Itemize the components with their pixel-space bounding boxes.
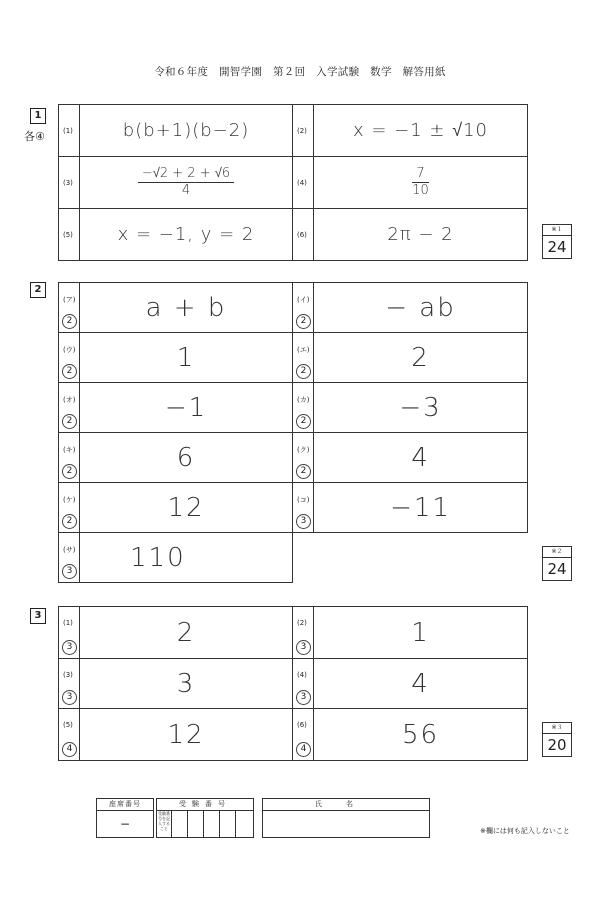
score-box-2 xyxy=(542,546,572,581)
question-label: (1) xyxy=(59,105,80,157)
table-row xyxy=(59,283,528,333)
question-label: (3) xyxy=(59,157,80,209)
exam-number-box xyxy=(156,798,254,838)
seat-number-label: 座席番号 xyxy=(97,799,153,811)
question-label: (6) xyxy=(293,209,314,261)
question-label: (1) 3 xyxy=(59,607,80,659)
exam-number-label: 受験番号 xyxy=(157,799,253,811)
answer-cell[interactable]: x = −1 ± √10 xyxy=(314,105,528,157)
answer-cell[interactable]: 2 xyxy=(80,607,293,659)
question-label: (イ) 2 xyxy=(293,283,314,333)
score-value: 20 xyxy=(547,736,567,754)
points-circle: 2 xyxy=(296,364,311,379)
score-box-1 xyxy=(542,224,572,259)
table-row xyxy=(59,709,528,761)
answer-cell[interactable]: −1 xyxy=(80,383,293,433)
question-label: (5) 4 xyxy=(59,709,80,761)
question-label: (コ) 3 xyxy=(293,483,314,533)
score-box-3 xyxy=(542,722,572,757)
points-circle: 3 xyxy=(296,514,311,529)
name-field[interactable] xyxy=(263,811,429,837)
score-label: ※１ xyxy=(543,225,571,236)
answer-cell[interactable]: 1 xyxy=(80,333,293,383)
answer-cell[interactable] xyxy=(80,157,293,209)
section-1-points-note: 各④ xyxy=(24,130,45,143)
answer-cell[interactable]: a + b xyxy=(80,283,293,333)
answer-cell[interactable]: 3 xyxy=(80,659,293,709)
name-label: 氏名 xyxy=(263,799,429,811)
points-circle: 2 xyxy=(62,514,77,529)
question-label: (エ) 2 xyxy=(293,333,314,383)
table-row xyxy=(59,533,528,583)
answer-cell[interactable]: −11 xyxy=(314,483,528,533)
answer-cell[interactable]: − ab xyxy=(314,283,528,333)
section-1-table xyxy=(58,104,528,261)
answer-cell[interactable]: 4 xyxy=(314,659,528,709)
answer-cell[interactable] xyxy=(314,157,528,209)
table-row xyxy=(59,333,528,383)
table-row xyxy=(59,383,528,433)
section-3-table xyxy=(58,606,528,761)
points-circle: 2 xyxy=(296,464,311,479)
empty-cell xyxy=(293,533,528,583)
section-3-number: 3 xyxy=(30,608,46,624)
table-row xyxy=(59,607,528,659)
question-label: (ウ) 2 xyxy=(59,333,80,383)
fraction: $\frac{7}{10}$ xyxy=(412,166,429,198)
page-title: 令和６年度 開智学園 第２回 入学試験 数学 解答用紙 xyxy=(154,66,446,78)
answer-cell[interactable]: 4 xyxy=(314,433,528,483)
points-circle: 2 xyxy=(62,464,77,479)
question-label: (サ) 3 xyxy=(59,533,80,583)
question-label: (4) xyxy=(293,157,314,209)
question-label: (5) xyxy=(59,209,80,261)
question-label: (ア) 2 xyxy=(59,283,80,333)
answer-cell[interactable]: 1 xyxy=(314,607,528,659)
digit-divider xyxy=(235,811,236,837)
answer-cell[interactable]: −3 xyxy=(314,383,528,433)
question-label: (ク) 2 xyxy=(293,433,314,483)
seat-number-box xyxy=(96,798,154,838)
points-circle: 4 xyxy=(296,742,311,757)
points-circle: 3 xyxy=(296,640,311,655)
points-circle: 3 xyxy=(62,690,77,705)
question-label: (2) 3 xyxy=(293,607,314,659)
table-row xyxy=(59,157,528,209)
question-label: (ケ) 2 xyxy=(59,483,80,533)
points-circle: 3 xyxy=(62,564,77,579)
score-label: ※２ xyxy=(543,547,571,558)
table-row xyxy=(59,483,528,533)
exam-number-side-note: 受験番号を記入すること xyxy=(157,811,172,837)
section-1-number: 1 xyxy=(30,108,46,124)
points-circle: 3 xyxy=(296,690,311,705)
section-2-number: 2 xyxy=(30,282,46,298)
fraction: $\frac{-√2 + 2 + √6}{4}$ xyxy=(138,166,234,199)
answer-cell[interactable]: 2 xyxy=(314,333,528,383)
points-circle: 3 xyxy=(62,640,77,655)
name-box xyxy=(262,798,430,838)
table-row xyxy=(59,659,528,709)
answer-cell[interactable]: 12 xyxy=(80,709,293,761)
score-label: ※３ xyxy=(543,723,571,734)
question-label: (6) 4 xyxy=(293,709,314,761)
answer-cell[interactable]: 56 xyxy=(314,709,528,761)
question-label: (キ) 2 xyxy=(59,433,80,483)
answer-cell[interactable]: 110 xyxy=(80,533,293,583)
points-circle: 2 xyxy=(296,314,311,329)
score-value: 24 xyxy=(547,560,567,578)
answer-cell[interactable]: 6 xyxy=(80,433,293,483)
table-row xyxy=(59,105,528,157)
table-row xyxy=(59,209,528,261)
points-circle: 2 xyxy=(296,414,311,429)
table-row xyxy=(59,433,528,483)
digit-divider xyxy=(219,811,220,837)
points-circle: 2 xyxy=(62,364,77,379)
answer-cell[interactable]: 12 xyxy=(80,483,293,533)
answer-cell[interactable]: b(b+1)(b−2) xyxy=(80,105,293,157)
section-2-table xyxy=(58,282,528,583)
points-circle: 2 xyxy=(62,314,77,329)
answer-cell[interactable]: x = −1, y = 2 xyxy=(80,209,293,261)
question-label: (カ) 2 xyxy=(293,383,314,433)
question-label: (オ) 2 xyxy=(59,383,80,433)
footer-note: ※欄には何も記入しないこと xyxy=(480,827,570,835)
question-label: (2) xyxy=(293,105,314,157)
points-circle: 4 xyxy=(62,742,77,757)
seat-number-value[interactable]: − xyxy=(119,817,131,831)
score-value: 24 xyxy=(547,238,567,256)
question-label: (3) 3 xyxy=(59,659,80,709)
digit-divider xyxy=(203,811,204,837)
answer-cell[interactable]: 2π − 2 xyxy=(314,209,528,261)
question-label: (4) 3 xyxy=(293,659,314,709)
points-circle: 2 xyxy=(62,414,77,429)
digit-divider xyxy=(187,811,188,837)
